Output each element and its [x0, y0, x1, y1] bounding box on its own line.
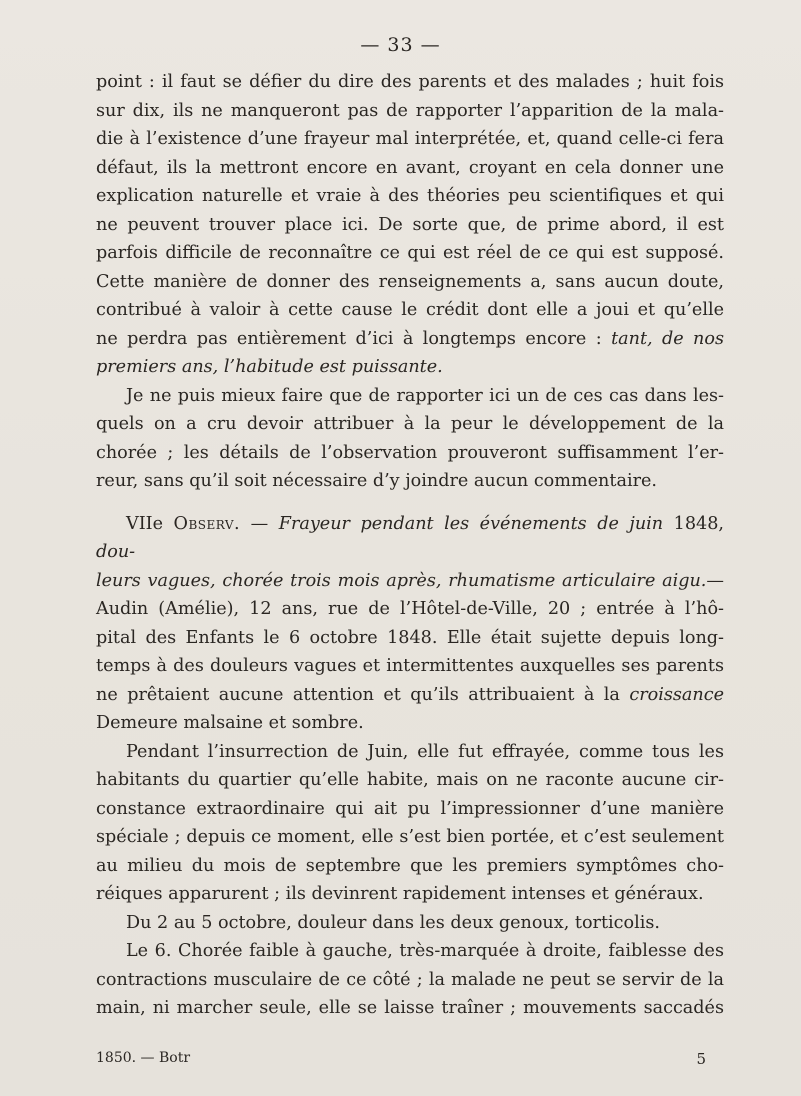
text-line: habitants du quartier qu’elle habite, mais on ne raconte aucune cir-	[96, 770, 724, 790]
text-line	[96, 567, 724, 596]
printer-signature: 1850. — Botr	[96, 1050, 191, 1066]
text-segment: ne prêtaient aucune attention et qu’ils attribuaient à la	[96, 684, 620, 705]
text-line: temps à des douleurs vagues et intermittentes auxquelles ses parents	[96, 656, 724, 676]
text-line: réiques apparurent ; ils devinrent rapidement intenses et généraux.	[96, 884, 704, 904]
sheet-number: 5	[696, 1050, 706, 1068]
italic-quote: tant, de nos	[611, 328, 725, 349]
observation-number: VIIe	[126, 513, 164, 534]
text-segment: ne perdra pas entièrement d’ici à longtemps encore :	[96, 328, 602, 349]
dash: —	[706, 570, 724, 591]
text-line: Du 2 au 5 octobre, douleur dans les deux genoux, torticolis.	[126, 912, 660, 933]
text-line: chorée ; les détails de l’observation prouveront suffisamment l’er-	[96, 442, 724, 463]
italic-word: croissance	[629, 684, 724, 705]
paragraph-6	[96, 937, 724, 1023]
page-number: — 33 —	[360, 34, 441, 56]
text-line: explication naturelle et vraie à des théories peu scientifiques et qui	[96, 186, 724, 206]
observation-label: Observ.	[173, 513, 241, 534]
text-line: ne peuvent trouver place ici. De sorte que, de prime abord, il est	[96, 214, 724, 235]
text-line: reur, sans qu’il soit nécessaire d’y joindre aucun commentaire.	[96, 471, 657, 491]
text-line: point : il faut se défier du dire des parents et des malades ; huit fois	[96, 72, 724, 92]
italic-quote: premiers ans, l’habitude est puissante.	[96, 357, 443, 377]
paragraph-1	[96, 68, 724, 382]
text-line: pital des Enfants le 6 octobre 1848. Elle était sujette depuis long-	[96, 627, 724, 648]
text-line: défaut, ils la mettront encore en avant, croyant en cela donner une	[96, 157, 724, 178]
observation-year: 1848,	[663, 513, 725, 534]
observation-title: Frayeur pendant les événements de juin	[278, 513, 664, 534]
text-line: Je ne puis mieux faire que de rapporter ici un de ces cas dans les-	[126, 385, 724, 406]
text-line: Le 6. Chorée faible à gauche, très-marquée à droite, faiblesse des	[126, 941, 724, 961]
text-line: main, ni marcher seule, elle se laisse traîner ; mouvements saccadés	[96, 998, 724, 1018]
text-line: die à l’existence d’une frayeur mal interprétée, et, quand celle-ci fera	[96, 129, 724, 149]
text-line: contractions musculaire de ce côté ; la malade ne peut se servir de la	[96, 969, 724, 990]
paragraph-5	[96, 909, 724, 938]
text-line: constance extraordinaire qui ait pu l’impressionner d’une manière	[96, 798, 724, 819]
text-line: parfois difficile de reconnaître ce qui est réel de ce qui est supposé.	[96, 243, 724, 263]
text-line	[96, 510, 724, 567]
text-line: quels on a cru devoir attribuer à la peur le développement de la	[96, 414, 724, 434]
body-text	[96, 68, 724, 1023]
text-line: sur dix, ils ne manqueront pas de rapporter l’apparition de la mala-	[96, 100, 724, 121]
text-line	[96, 325, 724, 354]
text-line: spéciale ; depuis ce moment, elle s’est bien portée, et c’est seulement	[96, 827, 724, 847]
text-line	[96, 681, 724, 710]
observation-heading	[96, 510, 724, 738]
separator: —	[240, 513, 279, 534]
observation-subtitle: leurs vagues, chorée trois mois après, rhumatisme articulaire aigu.	[96, 570, 707, 591]
text-line: Cette manière de donner des renseignements a, sans aucun doute,	[96, 271, 724, 292]
paragraph-2	[96, 382, 724, 496]
paragraph-4	[96, 738, 724, 909]
observation-title-cont: dou-	[96, 542, 136, 562]
text-line: Demeure malsaine et sombre.	[96, 713, 364, 733]
text-line: au milieu du mois de septembre que les premiers symptômes cho-	[96, 855, 724, 876]
text-line: Audin (Amélie), 12 ans, rue de l’Hôtel-de-Ville, 20 ; entrée à l’hô-	[96, 599, 724, 619]
text-line: contribué à valoir à cette cause le crédit dont elle a joui et qu’elle	[96, 300, 724, 320]
text-line: Pendant l’insurrection de Juin, elle fut effrayée, comme tous les	[126, 741, 724, 762]
